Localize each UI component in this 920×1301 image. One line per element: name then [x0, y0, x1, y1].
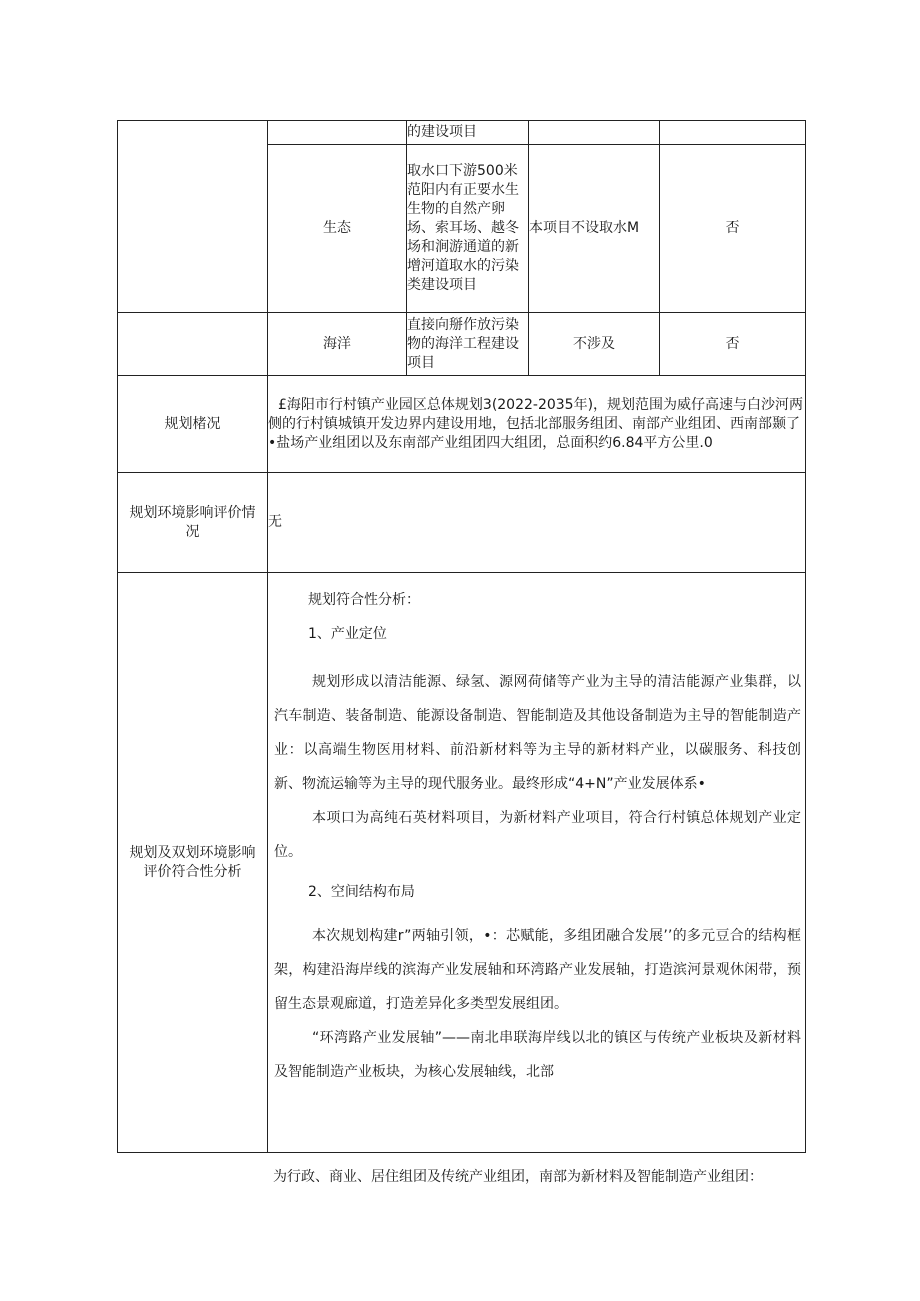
paragraph: 本次规划构建r”两轴引领，•：芯赋能，多组团融合发展’’的多元豆合的结构框架，构建沿海岸线的滨海产业发展轴和环湾路产业发展轴，打造滨河景观休闲带，预留生态景观廊道，打造差异化多类型发展组团。 — [274, 928, 801, 1012]
plan-status-content: £海阳市行村镇产业园区总体规划3(2022-2035年)，规划范围为威仔高速与白沙河两侧的行村镇城镇开发边界内建设用地，包括北部服务组团、南部产业组团、西南部颞了•盐场产业组团以及东南部产业组团四大组团，总面积约6.84平方公里.0 — [268, 376, 806, 473]
analysis-heading: 规划符合性分析： — [308, 592, 420, 608]
trailing-paragraph: 为行政、商业、居住组团及传统产业组团，南部为新材料及智能制造产业组团： — [273, 1169, 763, 1185]
applicable-cell-empty — [660, 121, 806, 145]
section-title: 1、产业定位 — [308, 626, 387, 642]
table-row — [118, 473, 806, 573]
compliance-label: 规划及双划环境影响评价符合性分析 — [118, 573, 268, 1153]
project-situation-cell: 本项目不设取水M — [529, 145, 660, 313]
paragraph: “环湾路产业发展轴”——南北串联海岸线以北的镇区与传统产业板块及新材料及智能制造产业板块，为核心发展轴线，北部 — [274, 1030, 801, 1080]
compliance-content — [268, 573, 806, 1153]
applicable-cell: 否 — [660, 313, 806, 376]
section-title: 2、空间结构布局 — [308, 884, 415, 900]
requirement-cell: 直接向掰作放污染物的海洋工程建设项目 — [407, 313, 529, 376]
table-row — [118, 376, 806, 473]
table-row — [118, 121, 806, 145]
requirement-cell: 取水口下游500米范阳内有正要水生生物的自然产卵场、索耳场、越冬场和涧游通道的新增河道取水的污染类建设项目 — [407, 145, 529, 313]
table-row — [118, 573, 806, 1153]
plan-analysis-table — [117, 120, 806, 1153]
table-row — [118, 313, 806, 376]
applicable-cell: 否 — [660, 145, 806, 313]
project-situation-cell: 不涉及 — [529, 313, 660, 376]
paragraph: 规划形成以清洁能源、绿氢、源网荷储等产业为主导的清洁能源产业集群，以汽车制造、装备制造、能源设备制造、智能制造及其他设备制造为主导的智能制造产业：以高端生物医用材料、前沿新材料等为主导的新材料产业，以碳服务、科技创新、物流运输等为主导的现代服务业。最终形成“4+N”产业发展体系• — [274, 674, 801, 792]
eia-status-label: 规划环境影响评价情况 — [118, 473, 268, 573]
category-cell-empty — [118, 121, 268, 313]
plan-status-label: 规划楮况 — [118, 376, 268, 473]
eia-status-content: 无 — [268, 473, 806, 573]
factor-cell: 海洋 — [268, 313, 407, 376]
requirement-cell: 的建设项目 — [407, 121, 529, 145]
category-cell-empty — [118, 313, 268, 376]
paragraph: 本项口为高纯石英材料项目，为新材料产业项目，符合行村镇总体规划产业定位。 — [274, 810, 801, 860]
factor-cell-empty — [268, 121, 407, 145]
project-situation-cell-empty — [529, 121, 660, 145]
factor-cell: 生态 — [268, 145, 407, 313]
